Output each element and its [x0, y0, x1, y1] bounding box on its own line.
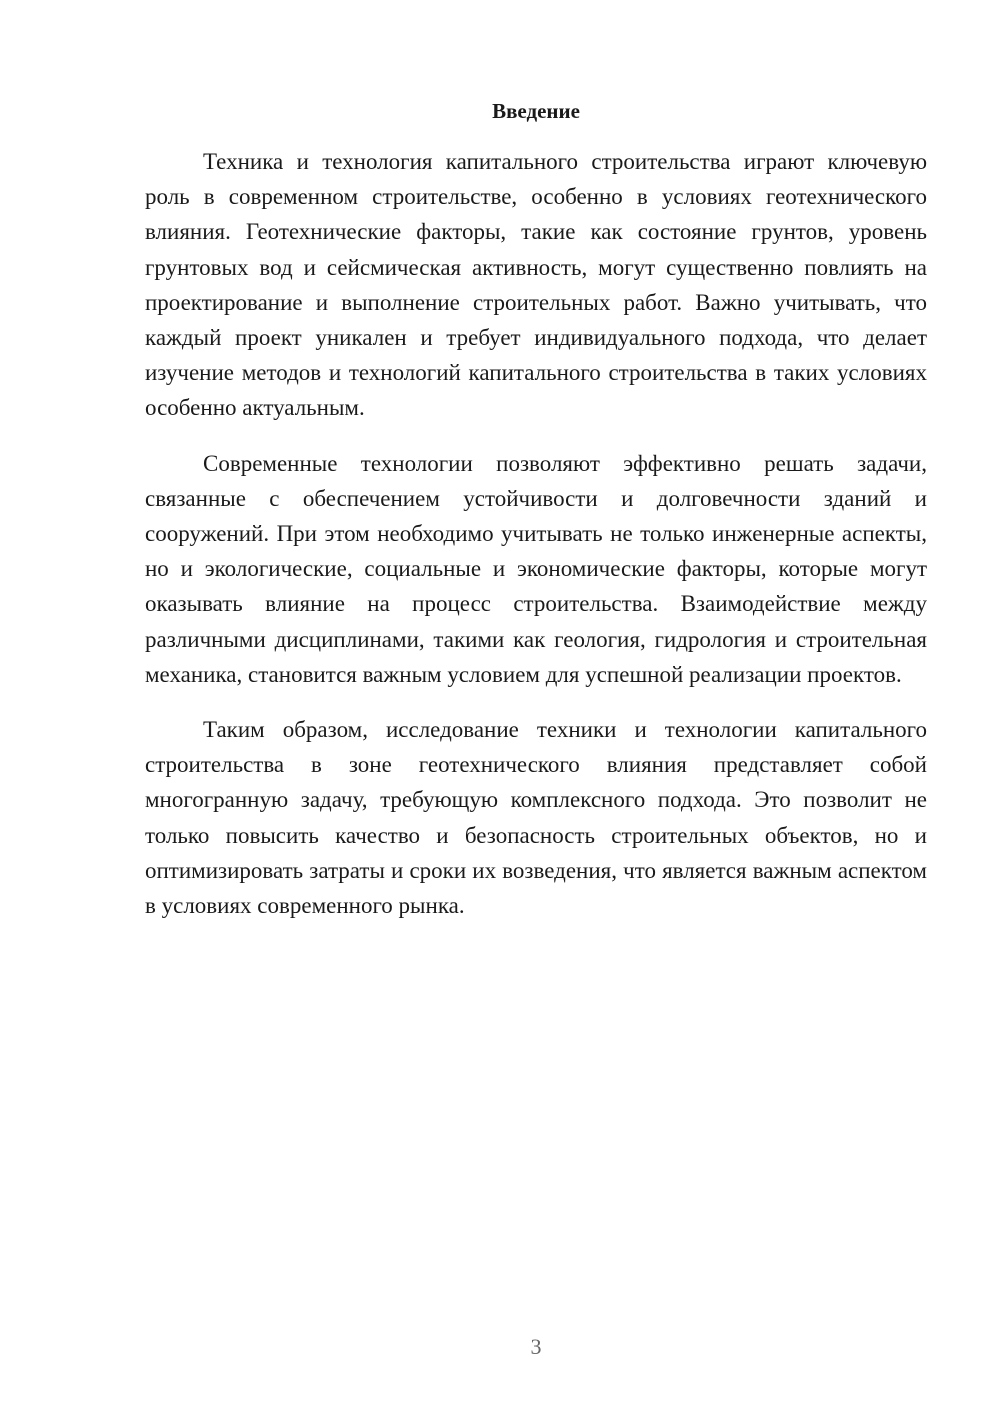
section-heading: Введение — [492, 99, 580, 123]
page-number: 3 — [530, 1334, 542, 1359]
paragraph-1: Техника и технология капитального строительства играют ключевую роль в современном строительстве, особенно в условиях геотехнического влияния. Геотехнические факторы, такие как состояние грунтов, уровень грунтовых вод и сейсмическая активность, могут существенно повлиять на проектирование и выполнение строительных работ. Важно учитывать, что каждый проект уникален и требует индивидуального подхода, что делает изучение методов и технологий капитального строительства в таких условиях особенно актуальным. — [145, 149, 927, 421]
paragraph-3: Таким образом, исследование техники и технологии капитального строительства в зоне геотехнического влияния представляет собой многогранную задачу, требующую комплексного подхода. Это позволит не только повысить качество и безопасность строительных объектов, но и оптимизировать затраты и сроки их возведения, что является важным аспектом в условиях современного рынка. — [145, 717, 927, 919]
paragraph-2: Современные технологии позволяют эффективно решать задачи, связанные с обеспечением устойчивости и долговечности зданий и сооружений. При этом необходимо учитывать не только инженерные аспекты, но и экологические, социальные и экономические факторы, которые могут оказывать влияние на процесс строительства. Взаимодействие между различными дисциплинами, такими как геология, гидрология и строительная механика, становится важным условием для успешной реализации проектов. — [145, 450, 927, 687]
body-text — [145, 144, 927, 923]
